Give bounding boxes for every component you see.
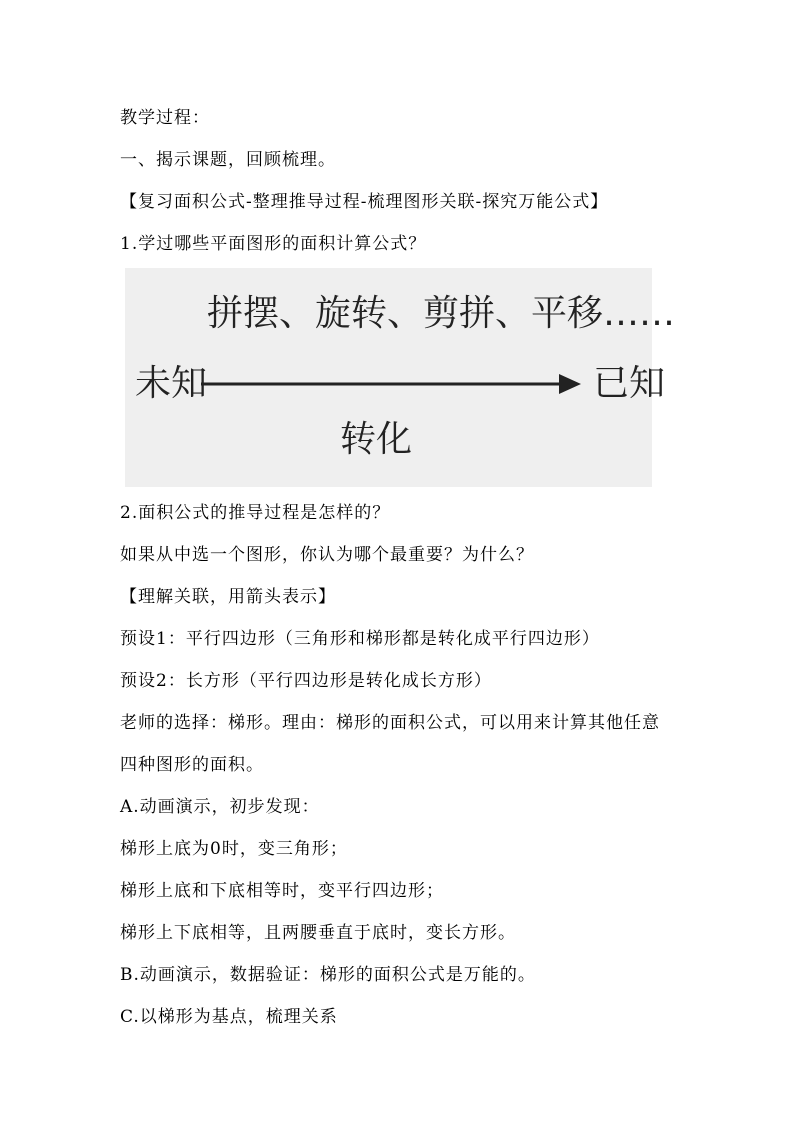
figure-known-label: 已知 [593, 363, 666, 404]
question-1: 1.学过哪些平面图形的面积计算公式？ [120, 234, 427, 254]
step-c: C.以梯形为基点，梳理关系 [120, 1007, 338, 1027]
step-a-item-3: 梯形上下底相等，且两腰垂直于底时，变长方形。 [120, 923, 516, 943]
question-2-followup: 如果从中选一个图形，你认为哪个最重要？为什么？ [120, 545, 534, 565]
bracket-note-relation: 【理解关联，用箭头表示】 [120, 587, 336, 607]
teacher-choice-continued: 四种图形的面积。 [120, 755, 264, 775]
figure-unknown-label: 未知 [135, 363, 208, 404]
step-a-item-1: 梯形上底为0时，变三角形； [120, 839, 348, 859]
right-arrow-icon [201, 370, 583, 398]
heading-teaching-process: 教学过程： [120, 108, 210, 128]
teacher-choice: 老师的选择：梯形。理由：梯形的面积公式，可以用来计算其他任意 [120, 713, 660, 733]
step-a-item-2: 梯形上底和下底相等时，变平行四边形； [120, 881, 444, 901]
section-title-1: 一、揭示课题，回顾梳理。 [120, 150, 336, 170]
figure-methods-text: 拼摆、旋转、剪拼、平移…… [207, 293, 676, 334]
figure-transform-label: 转化 [340, 419, 413, 460]
transformation-figure [125, 268, 676, 487]
question-2: 2.面积公式的推导过程是怎样的？ [120, 503, 391, 523]
preset-1: 预设1：平行四边形（三角形和梯形都是转化成平行四边形） [120, 629, 600, 649]
bracket-note-review: 【复习面积公式-整理推导过程-梳理图形关联-探究万能公式】 [120, 192, 609, 212]
preset-2: 预设2：长方形（平行四边形是转化成长方形） [120, 671, 492, 691]
step-a-title: A.动画演示，初步发现： [120, 797, 320, 817]
step-b: B.动画演示，数据验证：梯形的面积公式是万能的。 [120, 965, 536, 985]
